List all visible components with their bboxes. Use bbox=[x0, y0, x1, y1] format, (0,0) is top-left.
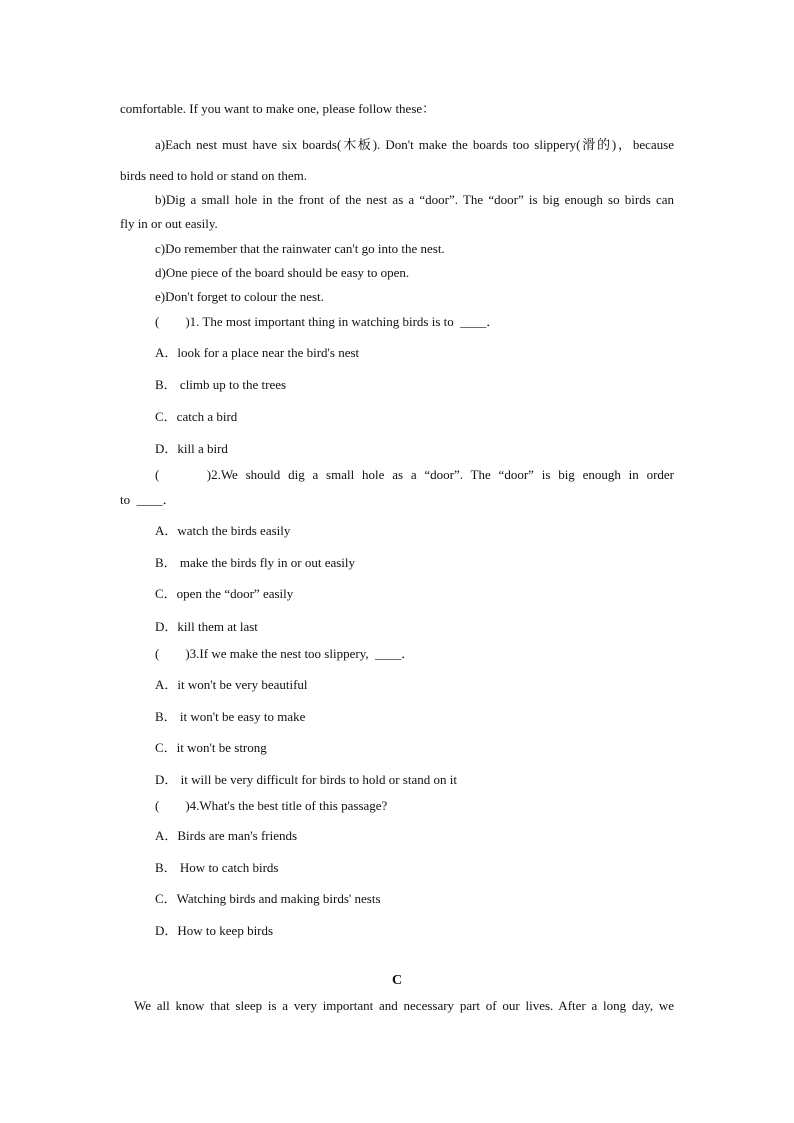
question-4-option-b: B． How to catch birds bbox=[155, 860, 279, 875]
question-3-option-b: B． it won't be easy to make bbox=[155, 709, 306, 724]
rule-e: e)Don't forget to colour the nest. bbox=[155, 289, 324, 304]
question-4-option-d: D．How to keep birds bbox=[155, 923, 274, 938]
question-4-option-a: A．Birds are man's friends bbox=[155, 828, 298, 843]
question-4-stem: ( )4.What's the best title of this passage? bbox=[155, 798, 388, 813]
rule-b-line-2: fly in or out easily. bbox=[120, 216, 218, 231]
question-3-option-d: D． it will be very difficult for birds to hold or stand on it bbox=[155, 772, 457, 787]
question-2-stem-line-2: to ____． bbox=[120, 492, 176, 507]
question-3-option-c: C．it won't be strong bbox=[155, 740, 267, 755]
question-1-stem: ( )1. The most important thing in watching birds is to ____． bbox=[155, 314, 500, 329]
rule-c: c)Do remember that the rainwater can't go into the nest. bbox=[155, 241, 445, 256]
rule-d: d)One piece of the board should be easy to open. bbox=[155, 265, 410, 280]
intro-line: comfortable. If you want to make one, please follow these： bbox=[120, 101, 436, 116]
question-1-option-d: D．kill a bird bbox=[155, 441, 228, 456]
question-2-option-b: B． make the birds fly in or out easily bbox=[155, 555, 356, 570]
rule-a-line-1: a)Each nest must have six boards(木板). Don't make the boards too slippery(滑的)，because bbox=[155, 137, 674, 152]
rule-a-line-2: birds need to hold or stand on them. bbox=[120, 168, 308, 183]
section-c-line-1: We all know that sleep is a very important and necessary part of our lives. After a long day, we bbox=[134, 998, 674, 1013]
question-2-option-d: D．kill them at last bbox=[155, 619, 258, 634]
question-2-stem-line-1: ( )2.We should dig a small hole as a “door”. The “door” is big enough in order bbox=[155, 467, 674, 482]
question-3-stem: ( )3.If we make the nest too slippery, ____． bbox=[155, 646, 415, 661]
question-2-option-a: A．watch the birds easily bbox=[155, 523, 291, 538]
question-2-option-c: C．open the “door” easily bbox=[155, 586, 294, 601]
question-1-option-b: B． climb up to the trees bbox=[155, 377, 287, 392]
section-c-heading: C bbox=[391, 973, 403, 988]
question-1-option-c: C．catch a bird bbox=[155, 409, 238, 424]
question-4-option-c: C．Watching birds and making birds' nests bbox=[155, 891, 381, 906]
question-3-option-a: A．it won't be very beautiful bbox=[155, 677, 308, 692]
rule-b-line-1: b)Dig a small hole in the front of the nest as a “door”. The “door” is big enough so birds can bbox=[155, 192, 674, 207]
question-1-option-a: A．look for a place near the bird's nest bbox=[155, 345, 360, 360]
